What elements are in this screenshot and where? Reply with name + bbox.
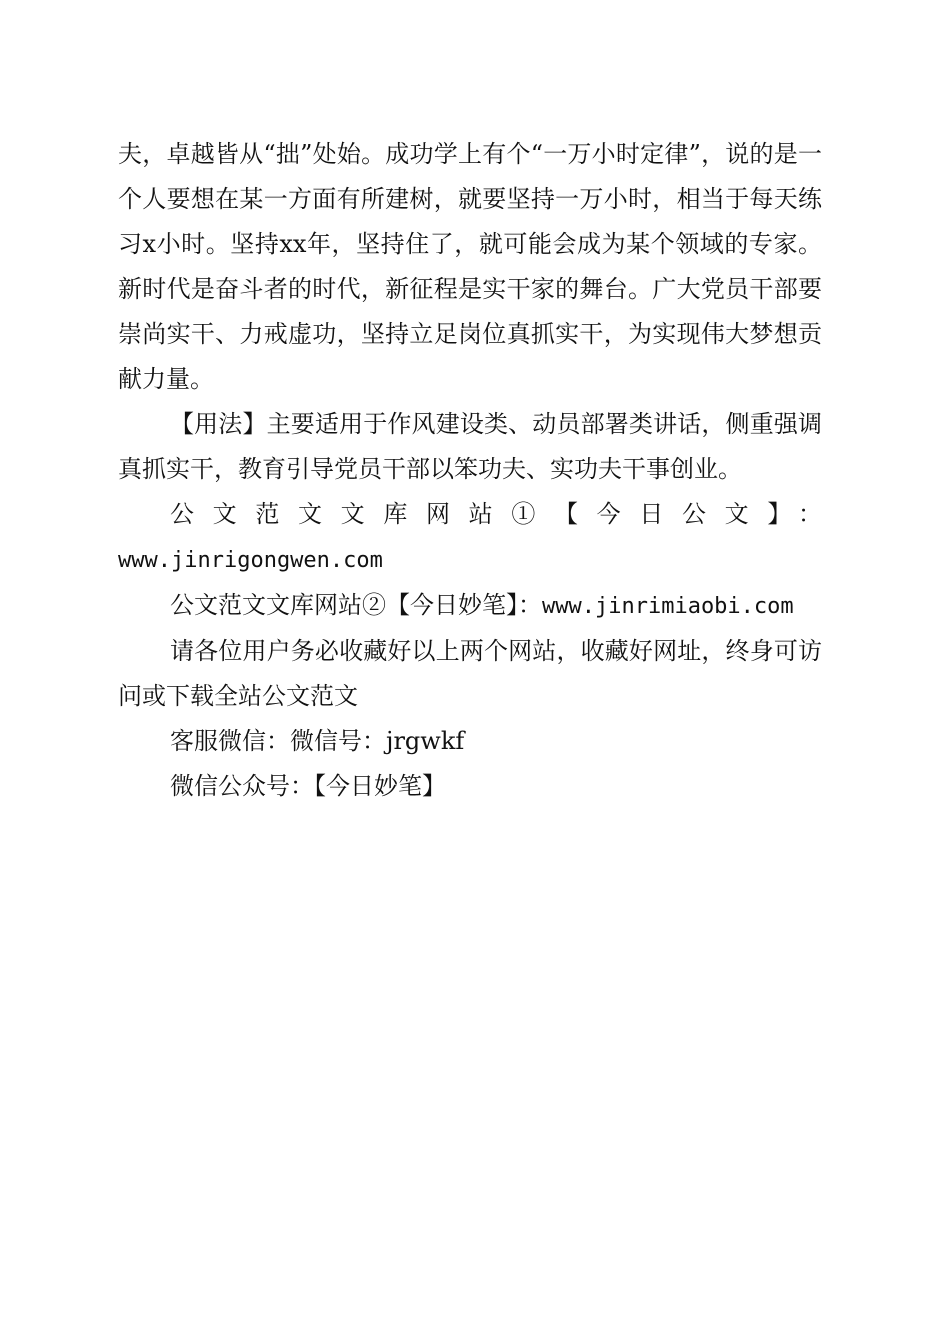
site2-url[interactable]: www.jinrimiaobi.com	[542, 594, 794, 619]
body-paragraph: 夫，卓越皆从“拙”处始。成功学上有个“一万小时定律”，说的是一个人要想在某一方面有所建树，就要坚持一万小时，相当于每天练习x小时。坚持xx年，坚持住了，就可能会成为某个领域的专家。新时代是奋斗者的时代，新征程是实干家的舞台。广大党员干部要崇尚实干、力戒虚功，坚持立足岗位真抓实干，为实现伟大梦想贡献力量。	[118, 140, 822, 393]
site1-url[interactable]	[118, 537, 822, 583]
wechat-service: 客服微信：微信号：jrgwkf	[170, 727, 465, 755]
notice-paragraph: 请各位用户务必收藏好以上两个网站，收藏好网址，终身可访问或下载全站公文范文	[118, 637, 822, 710]
document-body	[118, 132, 822, 809]
site2-label: 公文范文文库网站②【今日妙笔】：	[170, 591, 542, 619]
usage-paragraph: 【用法】主要适用于作风建设类、动员部署类讲话，侧重强调真抓实干，教育引导党员干部以笨功夫、实功夫干事创业。	[118, 410, 822, 483]
site1-label: 公文范文文库网站①【今日公文】：	[170, 500, 822, 528]
site1-url-text[interactable]: www.jinrigongwen.com	[118, 548, 383, 573]
site2-line	[118, 583, 822, 629]
wechat-account: 微信公众号：【今日妙笔】	[170, 772, 446, 800]
